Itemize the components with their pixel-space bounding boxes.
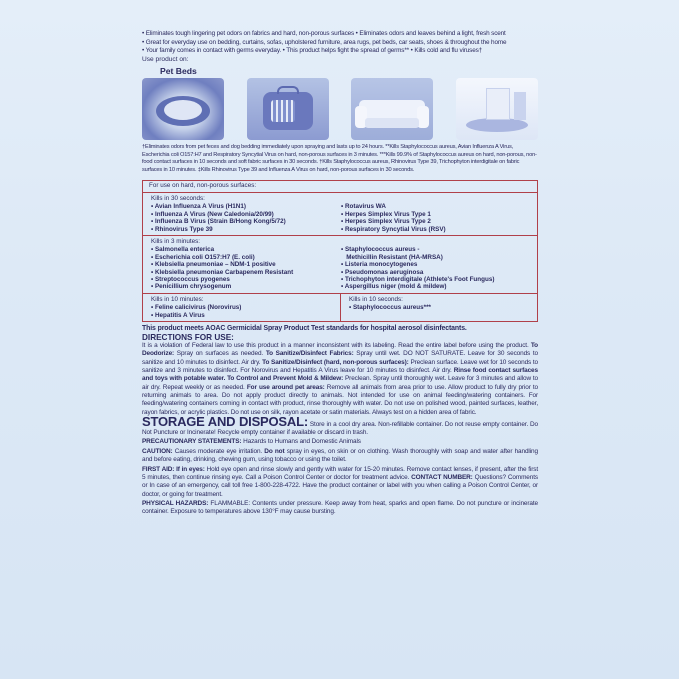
text-run: Hazards to Humans and Domestic Animals (241, 438, 361, 446)
heading-run: For use around pet areas: (246, 383, 325, 391)
text-run: It is a violation of Federal law to use this product in a manner inconsistent with its labeling. Read the entire label before using the product. (142, 341, 531, 349)
heading-run: Do not (264, 447, 285, 455)
product-label (142, 30, 538, 517)
section-title: Kills in 30 seconds: (151, 194, 205, 202)
text-run: Hold eye open and rinse slowly and gently with water for 15-20 minutes. Remove contact lenses, if present, after the first 5 minutes, then continue rinsing eye. Call a Poison Control Center or doctor for treatment advice. (142, 465, 538, 481)
pet-bed-icon (142, 78, 224, 140)
text-run: FLAMMABLE: Contents under pressure. Keep away from heat, sparks and open flame. Do not puncture or incinerate container. Exposure to temperatures above 130°F may cause bursting. (142, 499, 539, 516)
heading-run: To Sanitize/Disinfect (hard, non-porous surfaces): (262, 358, 409, 366)
section-title: Kills in 3 minutes: (151, 237, 200, 245)
list-item: • Klebsiella pneumoniae – NDM-1 positive (151, 261, 276, 269)
box-header: For use on hard, non-porous surfaces: (143, 181, 537, 192)
text-run: Store in a cool dry area. Non-refillable container. Do not reuse empty container. Do Not Puncture or Incinerate! Recycle empty container if available or discard in trash. (142, 421, 538, 437)
heading-run: Rinse food contact surfaces and toys with potable water. To Control and Prevent Mold & Mildew: (142, 367, 538, 383)
caution-section (142, 448, 538, 465)
list-item: • Rhinovirus Type 39 (151, 225, 213, 233)
text-run: Spray on surfaces as needed. (174, 350, 266, 358)
bullet-line: • Great for everyday use on bedding, curtains, sofas, upholstered furniture, area rugs, pet beds, car seats, shoes & throughout the home (142, 38, 507, 46)
pet-beds-label: Pet Beds (160, 66, 197, 77)
list-item: • Influenza A Virus (New Caledonia/20/99) (151, 210, 274, 218)
list-item: • Escherichia coli O157:H7 (E. coli) (151, 253, 255, 261)
text-run: Causes moderate eye irritation. (172, 447, 265, 455)
physical-hazards-section (142, 500, 538, 517)
list-item: • Staphylococcus aureus*** (349, 304, 431, 312)
kills-3-minutes (143, 236, 537, 294)
heading-run: To Deodorize: (142, 341, 538, 358)
list-item: • Influenza B Virus (Strain B/Hong Kong/5/72) (151, 218, 286, 226)
list-item: • Listeria monocytogenes (341, 261, 418, 269)
heading-run: FIRST AID: If in eyes: (142, 465, 205, 473)
list-item: • Aspergillus niger (mold & mildew) (341, 283, 447, 291)
pet-carrier-icon (247, 78, 329, 140)
heading-run: CAUTION: (142, 447, 173, 455)
list-item: • Hepatitis A Virus (151, 311, 205, 319)
aoac-statement: This product meets AOAC Germicidal Spray Product Test standards for hospital aerosol disinfectants. (142, 324, 467, 332)
text-run: Preclean surface. Leave wet for 10 seconds to sanitize and 3 minutes to disinfect. For Norovirus and Hepatitis A Virus leave for 10 minutes to disinfect. Air dry. (142, 358, 539, 375)
first-aid-section (142, 466, 538, 499)
heading-run: PHYSICAL HAZARDS: (142, 499, 209, 507)
heading-run: PRECAUTIONARY STATEMENTS: (142, 438, 242, 446)
text-run: Remove all animals from area prior to use. Allow product to fully dry prior to returning animals to area. Do not apply product directly to animals. Not intended for use on animal feeding/watering containers. For feeding/watering containers coming in contact with product, rinse thoroughly with water. Do not use on polished wood, painted surfaces, leather, rayon fabrics, or acrylic plastics. Do not use on silk, rayon acetate or satin materials. Always test on a hidden area of fabric. (142, 383, 538, 416)
footnote: †Eliminates odors from pet feces and dog bedding immediately upon spraying and lasts up to 24 hours. **Kills Staphylococcus aureus, Avian Influenza A Virus, Escherichia coli O157:H7 and Respiratory Syncytial Virus on hard, non-porous surfaces in 3 minutes. ***Kills 99.9% of Staphylococcus aureus on hard, non-porous, non-food contact surfaces in 10 seconds and soft fabric surfaces in 30 seconds. †Kills Staphylococcus aureus, Rhinovirus Type 39, Trichophyton interdigitale on fabric surfaces in 10 minutes. ‡Kills Rhinovirus Type 39 and Influenza A Virus on hard, non-porous surfaces in 30 seconds. (142, 144, 537, 173)
precautionary-section (142, 438, 538, 446)
kills-10-seconds (340, 294, 537, 321)
section-title: Kills in 10 minutes: (151, 295, 204, 303)
kill-claims-box (142, 180, 538, 322)
list-item: • Pseudomonas aeruginosa (341, 268, 424, 276)
kills-10-minutes (143, 294, 340, 321)
text-run: spray in eyes, on skin or on clothing. Wash thoroughly with soap and water after handling and before eating, drinking, chewing gum, using tobacco or using the toilet. (142, 447, 538, 464)
list-item: • Salmonella enterica (151, 246, 215, 254)
list-item: • Herpes Simplex Virus Type 1 (341, 210, 431, 218)
use-on-label: Use product on: (142, 56, 189, 64)
list-item: • Klebsiella pneumoniae Carbapenem Resistant (151, 268, 294, 276)
list-item: • Avian Influenza A Virus (H1N1) (151, 203, 246, 211)
list-item: • Staphylococcus aureus - (341, 246, 420, 254)
text-run: Spray until wet. DO NOT SATURATE. Leave for 30 seconds to sanitize and 10 minutes to disinfect. Air dry. (142, 350, 538, 366)
sofa-icon (351, 78, 433, 140)
storage-title: STORAGE AND DISPOSAL: (142, 414, 308, 430)
bullet-line: • Your family comes in contact with germs everyday. • This product helps fight the spread of germs** • Kills cold and flu viruses† (142, 47, 483, 55)
storage-section (142, 414, 538, 437)
list-item: • Respiratory Syncytial Virus (RSV) (341, 225, 446, 233)
text-run: Preclean. Spray until thoroughly wet. Leave for 3 minutes and allow to air dry. Repeat weekly or as needed. (142, 375, 539, 391)
heading-run: To Sanitize/Disinfect Fabrics: (265, 350, 354, 358)
list-item: • Streptococcus pyogenes (151, 275, 230, 283)
heading-run: CONTACT NUMBER: (411, 473, 473, 481)
directions-title: DIRECTIONS FOR USE: (142, 332, 234, 342)
area-rug-icon (456, 78, 538, 140)
bullet-line: • Eliminates tough lingering pet odors on fabrics and hard, non-porous surfaces • Eliminates odors and leaves behind a light, fresh scent (142, 30, 506, 37)
list-item: • Feline calicivirus (Norovirus) (151, 304, 242, 312)
kills-30-seconds (143, 193, 537, 236)
list-item: • Herpes Simplex Virus Type 2 (341, 218, 431, 226)
kills-10-row (143, 294, 537, 321)
list-item: • Trichophyton interdigitale (Athlete's Foot Fungus) (341, 275, 495, 283)
text-run: Questions? Comments or In case of an emergency, call toll free 1-800-228-4722. Have the product container or label with you when calling a Poison Control Center, or doctor, or going for treatment. (142, 473, 538, 498)
benefit-bullets (142, 30, 538, 56)
directions-text (142, 342, 538, 417)
list-item: • Rotavirus WA (341, 203, 386, 211)
list-item: Methicillin Resistant (HA-MRSA) (341, 253, 443, 261)
list-item: • Penicillium chrysogenum (151, 283, 232, 291)
usage-photos (142, 78, 538, 140)
section-title: Kills in 10 seconds: (349, 295, 403, 303)
